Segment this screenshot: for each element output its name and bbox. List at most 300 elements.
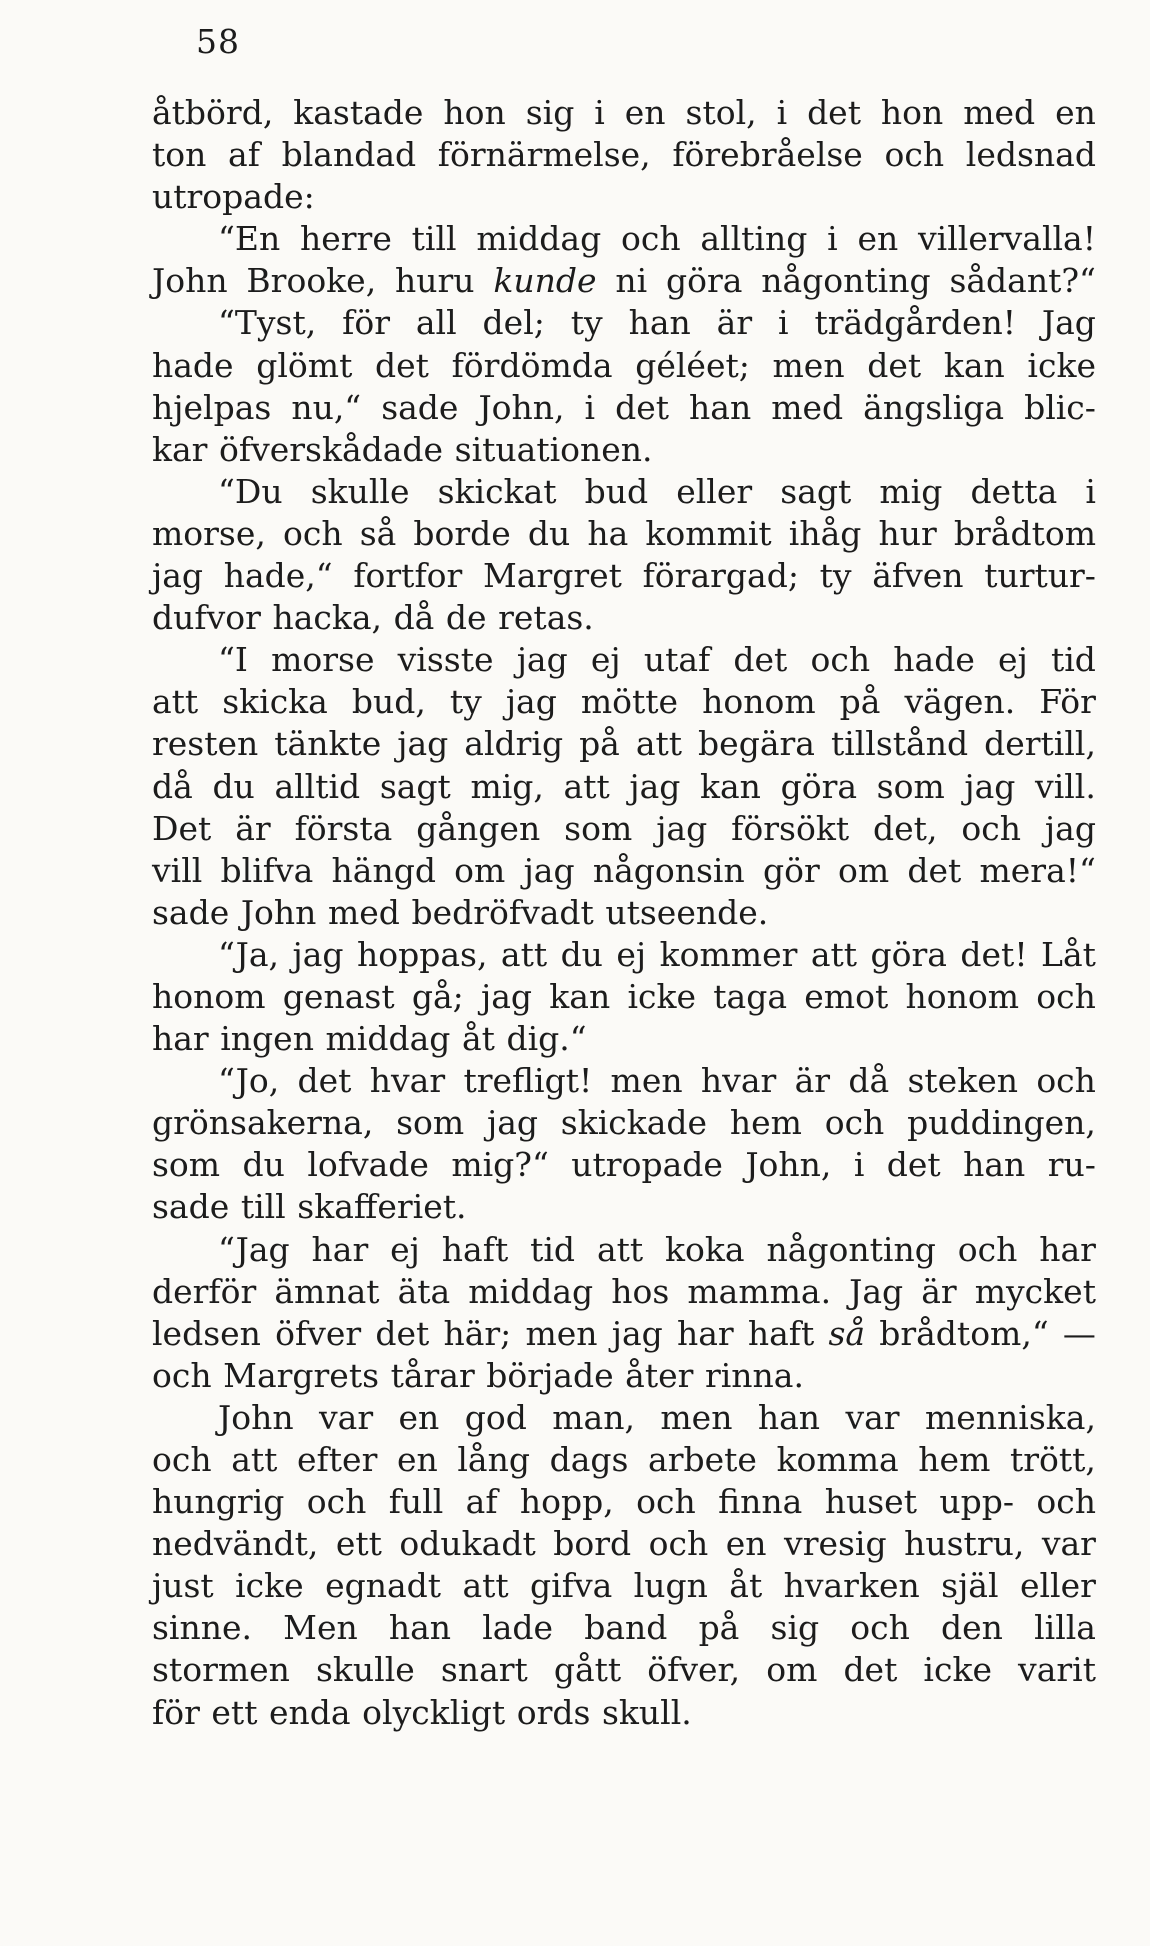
word: och [824,1103,885,1143]
word: grönsakerna, [152,1103,374,1143]
word: började [486,1355,614,1395]
word: öfver [275,1313,362,1353]
word: det [886,1145,941,1185]
word: turtur- [984,556,1096,596]
word: taga [713,976,788,1016]
word: att [462,1566,509,1606]
word: efter [297,1440,378,1479]
text-line [152,1313,1096,1355]
word: det [807,93,861,132]
word: ledsen [152,1313,261,1353]
word: bord [553,1524,632,1564]
word: vill. [1035,766,1096,806]
word: äfven [872,556,964,596]
word: middag [468,1271,594,1311]
word: John [218,1397,294,1437]
word: huset [824,1482,917,1522]
text-line [152,723,1096,765]
word: koka [665,1229,745,1269]
word: har [1039,1229,1096,1269]
word: du [212,766,255,806]
word: mig, [470,766,544,806]
word: och [810,640,871,680]
word: jag [292,934,344,974]
word: dags [549,1440,629,1479]
word: att [231,1440,278,1479]
word: morse [271,640,375,680]
word: finna [718,1482,803,1522]
word: för [152,1692,200,1732]
word: och [621,219,681,259]
word: brådtom,“ [879,1313,1049,1353]
word: är [716,303,753,343]
text-line [152,1271,1096,1313]
word: lofvade [307,1145,429,1185]
text-line [152,1439,1096,1481]
word: jag [487,1103,539,1143]
word: fördömda [451,345,613,385]
word: Brooke, [246,261,377,301]
word: emot [804,976,889,1016]
word: aldrig [464,724,564,764]
word: det [907,850,962,890]
word: haft [441,1229,509,1269]
text-line [152,1649,1096,1691]
word: öfver, [647,1650,741,1690]
word: en [1055,93,1096,132]
word: ej [616,934,647,974]
word: arbete [648,1440,757,1479]
word: jag [505,682,557,722]
word: del; [482,303,545,343]
word: hacka, [272,598,383,638]
word: ton [152,135,207,175]
text-line [152,513,1096,555]
word: är [921,1271,957,1311]
word: hon [443,93,506,132]
word: Margret [482,556,622,596]
word: åter [625,1355,694,1395]
page-number: 58 [196,22,240,61]
word: hade [152,345,234,385]
word: han [689,387,752,427]
word: ni [615,261,648,301]
word: men [660,1397,733,1437]
word: tårar [390,1355,475,1395]
word: här; [443,1313,512,1353]
word: “I [218,640,248,680]
word: åtbörd, [152,93,274,132]
word: att [635,724,683,764]
text-line [152,1018,1096,1060]
word: i [853,1145,865,1185]
word: glömt [256,345,353,385]
word: och [1036,1061,1096,1101]
word: trädgården! [814,303,1017,343]
word: i [777,303,789,343]
word: morse, [152,513,266,553]
word: gången [416,808,541,848]
word: vägen. [904,682,1016,722]
word: göra [780,766,858,806]
word: dufvor [152,598,261,638]
text-line [152,1186,1096,1228]
word: som [152,1145,221,1185]
text-line [152,176,1096,218]
word: honom [905,976,1020,1016]
paragraph-first-line [152,302,1096,344]
word: trefligt! [463,1061,593,1101]
word: man, [552,1397,635,1437]
word: jag [152,556,204,596]
word: gör [762,850,820,890]
word: har [676,1313,734,1353]
word: sagt [780,471,852,511]
word: ingen [220,1019,314,1059]
word: tid [1050,640,1096,680]
word: med [771,387,844,427]
word: blandad [281,135,417,175]
word: gifva [530,1566,613,1606]
text-line [152,387,1096,429]
word: hvarken [783,1566,920,1606]
paragraph-first-line [152,1397,1096,1439]
word: haft [747,1313,815,1353]
word: icke [1027,345,1096,385]
word: bud, [351,682,426,722]
paragraph-first-line [152,1060,1096,1102]
word: göra [870,934,947,974]
word: “Tyst, [218,303,317,343]
word: dertill, [984,724,1096,764]
text-line [152,850,1096,892]
word: hvar [700,1061,777,1101]
word: hade,“ [223,556,333,596]
word: rinna. [704,1355,804,1395]
word: ty [570,303,603,343]
word: försökt [731,808,850,848]
word: Men [283,1608,358,1648]
text-line [152,976,1096,1018]
word: en [398,1397,440,1437]
word: honom [152,976,266,1016]
word: sig [770,1608,820,1648]
text-line [152,260,1096,302]
word: som [564,808,633,848]
word: det, [873,808,938,848]
word: det [615,387,670,427]
word: af [465,1482,498,1522]
word: en [857,219,899,259]
word: utropade [571,1145,723,1185]
word: menniska, [924,1397,1096,1437]
word: band [584,1608,668,1648]
word: ett [335,1524,382,1564]
word: han [757,1397,821,1437]
word: resten [152,724,259,764]
word: eller [1019,1566,1096,1606]
word: John, [478,387,565,427]
word: sade [152,892,230,932]
word: mera!“ [979,850,1096,890]
word: och [961,808,1021,848]
text-line [152,808,1096,850]
text-line [152,1523,1096,1565]
word: då [152,766,193,806]
text-line [152,555,1096,597]
word: Jag [1041,303,1096,343]
word: upp- [939,1482,1014,1522]
word: god [464,1397,527,1437]
word: steken [907,1061,1018,1101]
word: egnadt [325,1566,442,1606]
word: ledsnad [965,135,1096,175]
word: var [845,1397,900,1437]
word: all [415,303,457,343]
word: ämnat [274,1271,380,1311]
word: just [152,1566,214,1606]
word: var [319,1397,374,1437]
word: lilla [1034,1608,1096,1648]
word: kastade [293,93,424,132]
text-line [152,134,1096,176]
word: jag [516,640,568,680]
word: utaf [643,640,711,680]
word: huru [395,261,475,301]
word: nu,“ [291,387,362,427]
word: som [876,766,945,806]
word: och [636,1482,696,1522]
word: det [867,345,922,385]
word: bud [584,471,649,511]
paragraph-first-line [152,218,1096,260]
word: ett [211,1692,258,1732]
word: “Jo, [218,1061,280,1101]
word: Jag [849,1271,904,1311]
word: kan [943,345,1005,385]
text-line [152,1481,1096,1523]
word: har [311,1229,369,1269]
word: hoppas, [356,934,488,974]
word: snart [440,1650,528,1690]
word: icke [923,1650,992,1690]
word: och [850,1608,910,1648]
word: villervalla! [918,219,1096,259]
italic-word: kunde [493,261,597,301]
text-line [152,597,1096,639]
word: sinne. [152,1608,253,1648]
word: ty [449,682,482,722]
word: brådtom [953,513,1096,553]
word: då [393,598,435,638]
word: hjelpas [152,387,272,427]
word: stol, [685,93,757,132]
word: John [240,892,317,932]
word: sagt [379,766,451,806]
word: “En [218,219,281,259]
word: hos [611,1271,670,1311]
word: komma [776,1440,899,1479]
word: hur [878,513,937,553]
text-line [152,892,1096,934]
word: ty [819,556,852,596]
paragraph-first-line [152,471,1096,513]
word: John [152,261,228,301]
word: mamma. [687,1271,832,1311]
word: borde [413,513,511,553]
word: géléet; [635,345,750,385]
word: du [242,1145,285,1185]
word: herre [299,219,392,259]
word: skulle [310,471,410,511]
word: kar [152,429,208,469]
word: så [359,513,397,553]
word: olyckligt [362,1692,506,1732]
word: på [698,1608,740,1648]
word: skickade [560,1103,708,1143]
paragraph-first-line [152,934,1096,976]
word: jag [523,850,575,890]
word: nedvändt, [152,1524,319,1564]
word: du [527,513,571,553]
word: ängsliga [863,387,1005,427]
word: tillstånd [830,724,969,764]
word: detta [970,471,1058,511]
word: och [282,513,343,553]
word: är [794,1061,831,1101]
word: det! [960,934,1028,974]
word: gå; [411,976,464,1016]
text-line [152,92,1096,134]
word: skickat [437,471,557,511]
text-line [152,766,1096,808]
word: lade [482,1608,554,1648]
word: fortfor [353,556,463,596]
word: skafferiet. [297,1187,467,1227]
word: och [152,1440,212,1479]
word: icke [627,976,697,1016]
text-line [152,1607,1096,1649]
word: på [839,682,881,722]
word: någonsin [592,850,745,890]
text-line [152,1565,1096,1607]
text-line [152,1692,1096,1734]
word: att [152,682,199,722]
word: kommit [645,513,772,553]
word: skulle [315,1650,415,1690]
word: i [1085,471,1096,511]
text-line [152,1102,1096,1144]
word: puddingen, [907,1103,1096,1143]
word: i [827,219,838,259]
word: Det [152,808,212,848]
word: Låt [1041,934,1096,974]
word: mötte [580,682,679,722]
word: han [628,303,691,343]
word: och [884,135,945,175]
word: varit [1018,1650,1096,1690]
word: allting [700,219,808,259]
word: någonting [761,261,931,301]
word: i [594,93,605,132]
word: dig.“ [506,1019,587,1059]
word: hade [893,640,975,680]
word: förnärmelse, [437,135,651,175]
word: “Ja, [218,934,280,974]
word: om [454,850,506,890]
word: skull. [602,1692,692,1732]
text-line [152,1355,1096,1397]
word: men [772,345,845,385]
word: åt [729,1566,763,1606]
word: förebråelse [672,135,863,175]
word: vill [152,850,203,890]
word: mycket [974,1271,1096,1311]
word: sig [525,93,575,132]
word: honom [702,682,816,722]
word: kan [549,976,611,1016]
word: tänkte [274,724,382,764]
word: trött, [1009,1440,1096,1479]
word: och [1036,976,1096,1016]
word: har [152,1019,209,1059]
word: en [396,1440,438,1479]
word: hopp, [519,1482,614,1522]
word: ru- [1047,1145,1096,1185]
word: blic- [1024,387,1096,427]
word: För [1039,682,1096,722]
word: jag [656,808,708,848]
word: men [525,1313,598,1353]
italic-word: så [828,1313,866,1353]
word: du [560,934,603,974]
word: den [941,1608,1003,1648]
word: att [563,766,610,806]
word: en [725,1524,767,1564]
word: jag [1044,808,1096,848]
paragraph-first-line [152,639,1096,681]
word: odukadt [399,1524,536,1564]
text-line [152,1144,1096,1186]
word: i [584,387,596,427]
word: hustru, [904,1524,1025,1564]
word: om [766,1650,818,1690]
word: icke [235,1566,304,1606]
word: och [1036,1482,1096,1522]
word: hängd [331,850,436,890]
word: retas. [498,598,594,638]
word: om [837,850,890,890]
word: och [957,1229,1018,1269]
text-line [152,429,1096,471]
word: sådant?“ [949,261,1096,301]
word: af [228,135,260,175]
word: på [579,724,620,764]
word: full [388,1482,444,1522]
word: genast [282,976,395,1016]
word: — [1062,1313,1096,1353]
word: hem [729,1103,802,1143]
word: och [152,1355,212,1395]
word: första [294,808,393,848]
word: sade [152,1187,230,1227]
word: det [297,1061,352,1101]
word: att [500,934,548,974]
word: hem [918,1440,991,1479]
word: sade [381,387,459,427]
word: visste [397,640,494,680]
word: någonting [766,1229,936,1269]
